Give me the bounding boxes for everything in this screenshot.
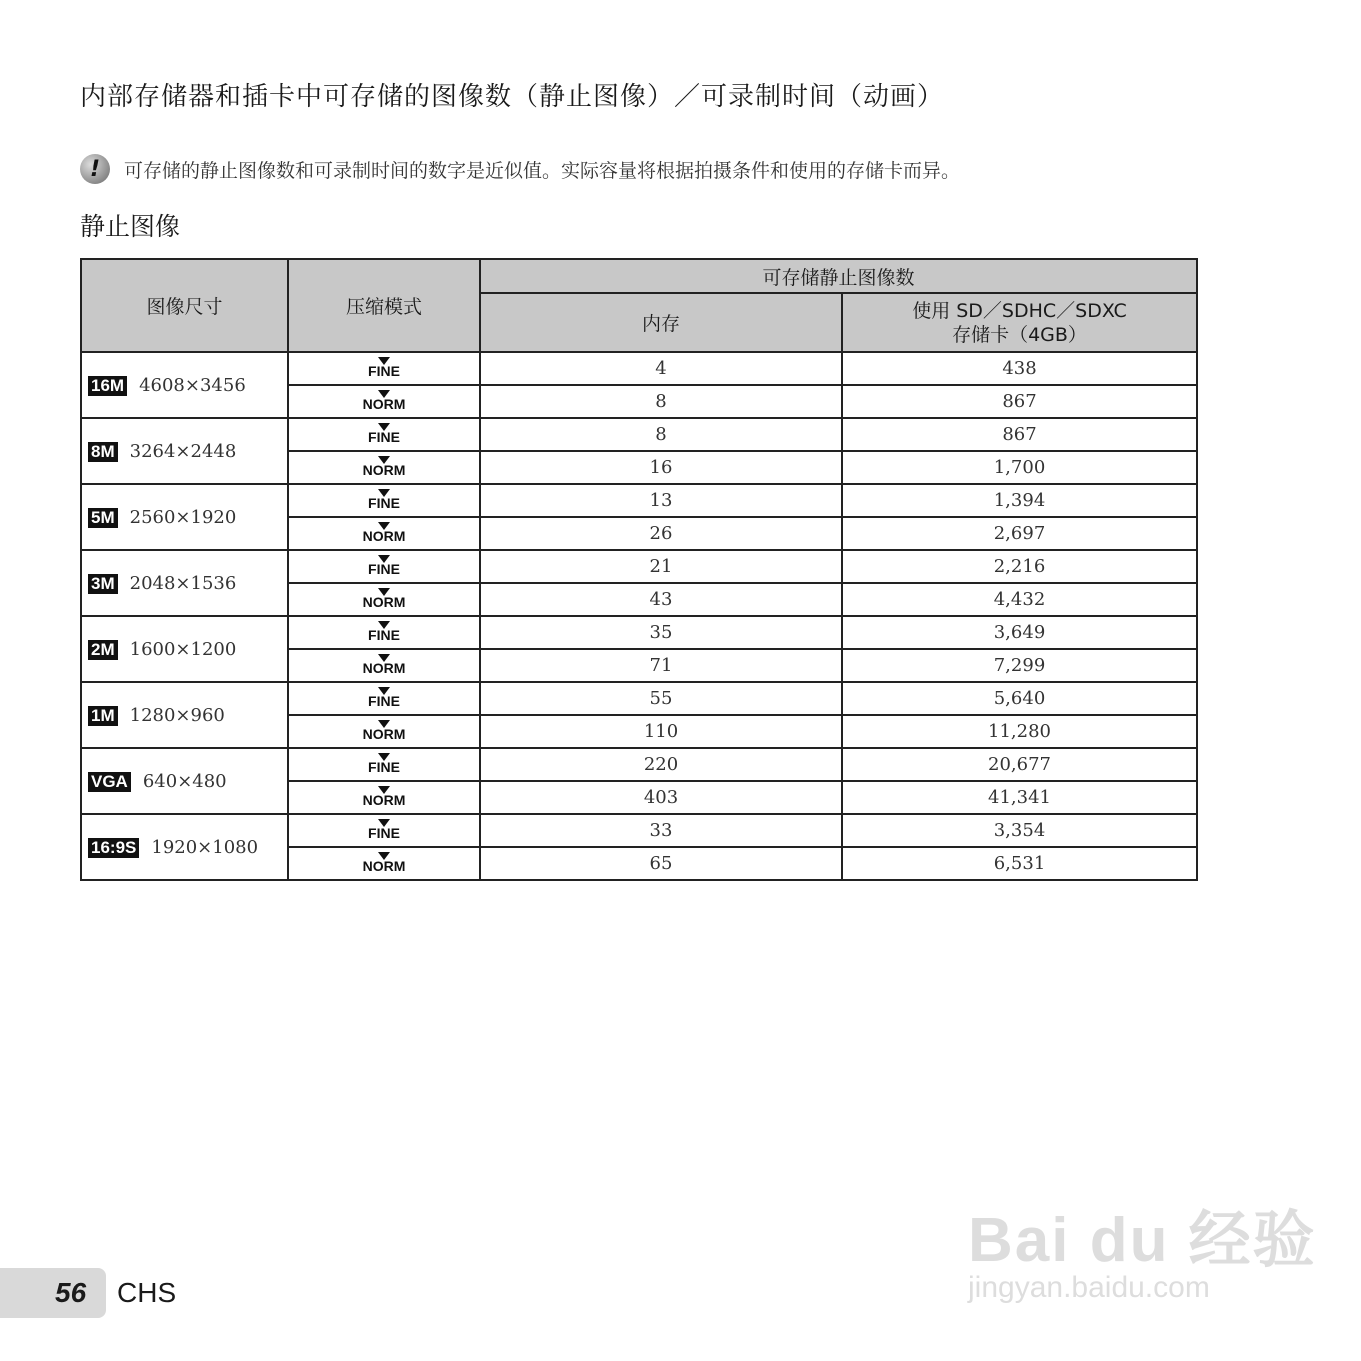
compression-norm-icon: NORM [363, 456, 406, 478]
card-count: 3,354 [842, 814, 1197, 847]
resolution: 1280×960 [129, 704, 225, 726]
compression-norm-icon: NORM [363, 588, 406, 610]
card-count: 2,697 [842, 517, 1197, 550]
compression-cell [288, 550, 480, 583]
size-badge-icon: 1M [88, 706, 118, 726]
card-count: 438 [842, 352, 1197, 385]
image-size-cell [81, 682, 288, 748]
header-group: 可存储静止图像数 [480, 259, 1197, 293]
compression-cell [288, 847, 480, 880]
card-count: 20,677 [842, 748, 1197, 781]
internal-count: 65 [480, 847, 842, 880]
compression-cell [288, 517, 480, 550]
compression-cell [288, 616, 480, 649]
image-size-cell [81, 550, 288, 616]
internal-count: 16 [480, 451, 842, 484]
internal-count: 55 [480, 682, 842, 715]
watermark-brand: Bai du 经验 [968, 1206, 1317, 1275]
internal-count: 33 [480, 814, 842, 847]
card-count: 867 [842, 418, 1197, 451]
card-count: 1,700 [842, 451, 1197, 484]
compression-fine-icon: FINE [368, 555, 400, 577]
table-row [81, 352, 1197, 385]
resolution: 2560×1920 [129, 506, 237, 528]
card-count: 1,394 [842, 484, 1197, 517]
card-count: 867 [842, 385, 1197, 418]
compression-cell [288, 451, 480, 484]
compression-fine-icon: FINE [368, 687, 400, 709]
compression-norm-icon: NORM [363, 390, 406, 412]
image-size-cell [81, 484, 288, 550]
internal-count: 8 [480, 418, 842, 451]
size-badge-icon: 16:9S [88, 838, 139, 858]
compression-fine-icon: FINE [368, 753, 400, 775]
compression-fine-icon: FINE [368, 423, 400, 445]
resolution: 1600×1200 [129, 638, 237, 660]
image-size-cell [81, 352, 288, 418]
size-badge-icon: 2M [88, 640, 118, 660]
language-label: CHS [117, 1277, 177, 1308]
internal-count: 13 [480, 484, 842, 517]
internal-count: 43 [480, 583, 842, 616]
compression-cell [288, 649, 480, 682]
header-size: 图像尺寸 [81, 259, 288, 352]
resolution: 640×480 [142, 770, 227, 792]
size-badge-icon: 8M [88, 442, 118, 462]
compression-fine-icon: FINE [368, 621, 400, 643]
size-badge-icon: VGA [88, 772, 131, 792]
section-title: 静止图像 [80, 212, 181, 241]
size-badge-icon: 3M [88, 574, 118, 594]
compression-cell [288, 418, 480, 451]
internal-count: 26 [480, 517, 842, 550]
compression-norm-icon: NORM [363, 720, 406, 742]
compression-cell [288, 748, 480, 781]
card-count: 6,531 [842, 847, 1197, 880]
image-size-cell [81, 814, 288, 880]
compression-cell [288, 484, 480, 517]
header-compression: 压缩模式 [288, 259, 480, 352]
internal-count: 21 [480, 550, 842, 583]
header-internal: 内存 [480, 293, 842, 352]
image-size-cell [81, 748, 288, 814]
page-title: 内部存储器和插卡中可存储的图像数（静止图像）／可录制时间（动画） [80, 82, 945, 112]
internal-count: 110 [480, 715, 842, 748]
compression-norm-icon: NORM [363, 654, 406, 676]
internal-count: 403 [480, 781, 842, 814]
internal-count: 8 [480, 385, 842, 418]
compression-fine-icon: FINE [368, 357, 400, 379]
table-row [81, 616, 1197, 649]
compression-cell [288, 781, 480, 814]
card-count: 3,649 [842, 616, 1197, 649]
card-count: 2,216 [842, 550, 1197, 583]
table-row [81, 682, 1197, 715]
card-count: 5,640 [842, 682, 1197, 715]
watermark [968, 1190, 1317, 1305]
warning-icon: ! [80, 154, 110, 184]
compression-fine-icon: FINE [368, 819, 400, 841]
size-badge-icon: 5M [88, 508, 118, 528]
internal-count: 71 [480, 649, 842, 682]
table-row [81, 748, 1197, 781]
table-row [81, 418, 1197, 451]
size-badge-icon: 16M [88, 376, 127, 396]
resolution: 1920×1080 [151, 836, 259, 858]
compression-cell [288, 814, 480, 847]
note [80, 154, 960, 184]
compression-norm-icon: NORM [363, 522, 406, 544]
page-number: 56 [55, 1277, 87, 1308]
table-row [81, 484, 1197, 517]
header-card: 使用 SD／SDHC／SDXC 存储卡（4GB） [842, 293, 1197, 352]
internal-count: 220 [480, 748, 842, 781]
internal-count: 4 [480, 352, 842, 385]
compression-cell [288, 583, 480, 616]
table-row [81, 814, 1197, 847]
watermark-url: jingyan.baidu.com [968, 1271, 1210, 1304]
compression-fine-icon: FINE [368, 489, 400, 511]
footer-tab [0, 1268, 106, 1318]
compression-cell [288, 352, 480, 385]
resolution: 4608×3456 [139, 374, 246, 396]
image-size-cell [81, 616, 288, 682]
card-count: 41,341 [842, 781, 1197, 814]
compression-cell [288, 682, 480, 715]
card-count: 7,299 [842, 649, 1197, 682]
compression-norm-icon: NORM [363, 852, 406, 874]
internal-count: 35 [480, 616, 842, 649]
resolution: 2048×1536 [129, 572, 237, 594]
compression-cell [288, 715, 480, 748]
table-row [81, 550, 1197, 583]
storage-table [80, 258, 1198, 881]
card-count: 11,280 [842, 715, 1197, 748]
note-text: 可存储的静止图像数和可录制时间的数字是近似值。实际容量将根据拍摄条件和使用的存储卡而异。 [124, 159, 961, 182]
compression-cell [288, 385, 480, 418]
image-size-cell [81, 418, 288, 484]
resolution: 3264×2448 [129, 440, 237, 462]
compression-norm-icon: NORM [363, 786, 406, 808]
card-count: 4,432 [842, 583, 1197, 616]
